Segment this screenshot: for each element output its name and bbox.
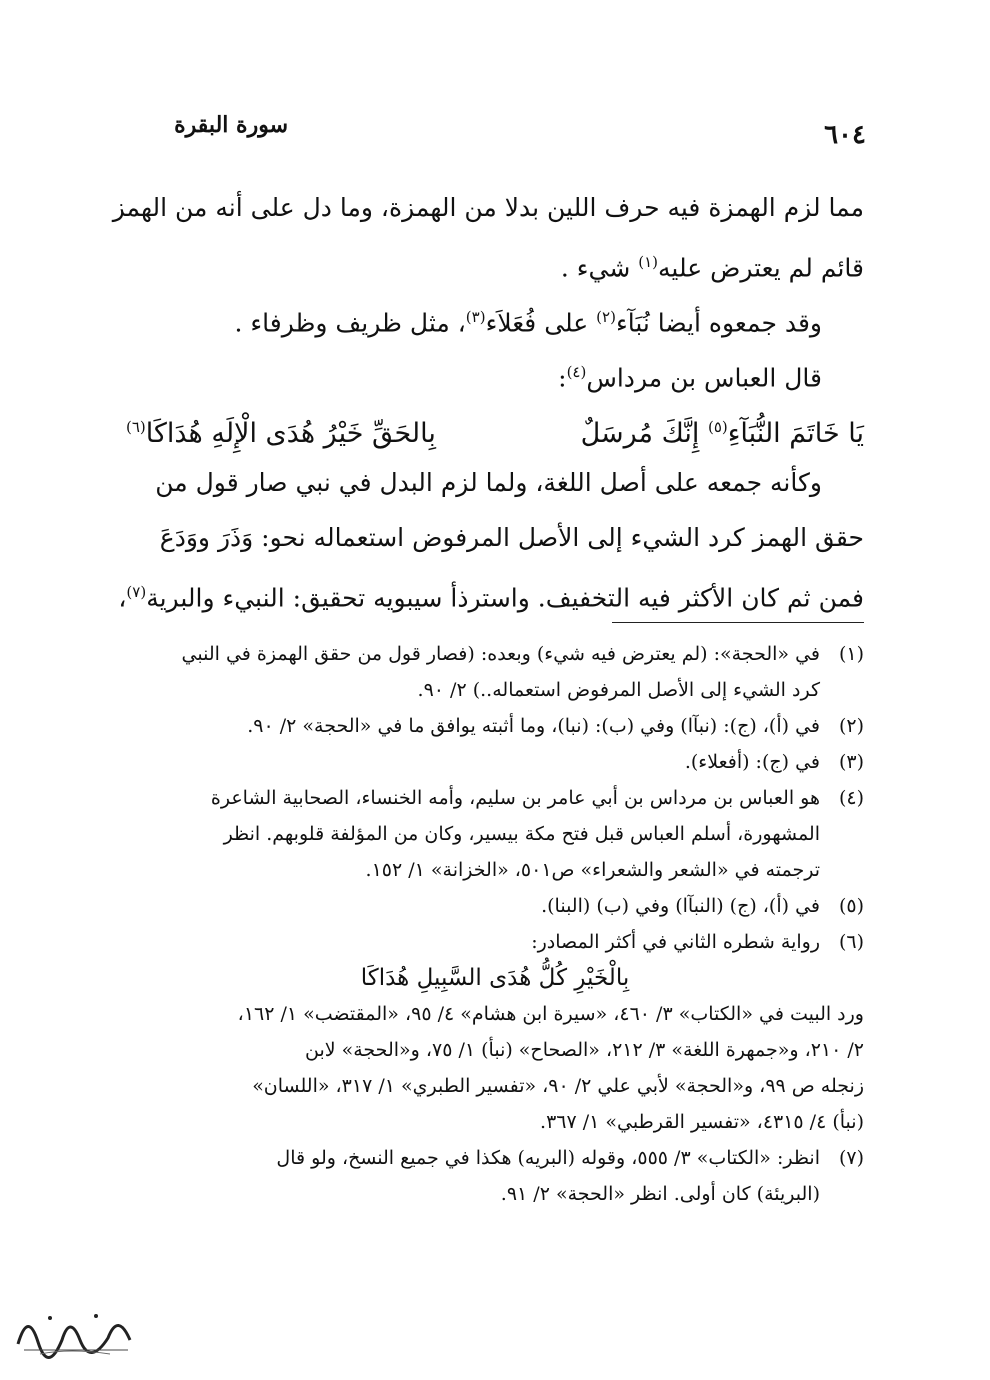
footnote — [126, 708, 864, 744]
footnote-line: كرد الشيء إلى الأصل المرفوض استعماله..) ٢/ ٩٠. — [417, 679, 820, 701]
text-line — [126, 510, 864, 565]
footnote — [126, 888, 864, 924]
footnote-body — [126, 780, 820, 888]
footnote-number: (٤) — [838, 787, 864, 809]
verse-second-hemistich — [126, 400, 436, 455]
footnote-line: رواية شطره الثاني في أكثر المصادر: — [531, 931, 820, 953]
text-span: حقق الهمز كرد الشيء إلى الأصل المرفوض استعماله نحو: وَذَرَ ووَدَعَ — [159, 523, 864, 552]
footnote — [126, 744, 864, 780]
footnote-ref[interactable]: (٧) — [126, 583, 147, 601]
footnote-ref[interactable]: (٥) — [707, 418, 728, 436]
footnote-line: في (أ)، (ج): (نبآا) وفي (ب): (نبا)، وما أثبته يوافق ما في «الحجة» ٢/ ٩٠. — [247, 715, 820, 737]
text-line — [112, 180, 864, 235]
footnote — [126, 1140, 864, 1212]
footnote-body — [126, 924, 820, 960]
watermark-logo — [10, 1300, 140, 1360]
footnote — [126, 780, 864, 888]
text-line — [118, 565, 864, 620]
footnote-divider — [612, 622, 864, 623]
footnote-line: ٢/ ٢١٠، و«جمهرة اللغة» ٣/ ٢١٢، «الصحاح» (نبأ) ١/ ٧٥، و«الحجة» لابن — [304, 1039, 864, 1061]
footnote-line: في (ج): (أفعلاء). — [684, 751, 820, 773]
footnote-line: انظر: «الكتاب» ٣/ ٥٥٥، وقوله (البريه) هكذا في جميع النسخ، ولو قال — [276, 1147, 820, 1169]
footnote-line: (نبأ) ٤/ ٤٣١٥، «تفسير القرطبي» ١/ ٣٦٧. — [540, 1111, 864, 1133]
text-line — [126, 235, 864, 290]
main-text — [112, 180, 864, 620]
footnotes — [126, 636, 864, 1212]
surah-title: سورة البقرة — [174, 112, 288, 138]
text-line — [126, 290, 864, 345]
footnote-number: (٣) — [838, 751, 864, 773]
text-span: إِنَّكَ مُرسَلٌ — [580, 418, 708, 449]
footnote-body — [126, 888, 820, 924]
text-line — [126, 345, 864, 400]
footnote-line: المشهورة، أسلم العباس قبل فتح مكة بيسير، وكان من المؤلفة قلوبهم. انظر — [223, 823, 820, 845]
footnote-line: في «الحجة»: (لم يعترض فيه شيء) وبعده: (فصار قول من حقق الهمزة في النبي — [181, 643, 820, 665]
text-span: يَا خَاتَمَ النُّبَآءِ — [727, 418, 864, 449]
footnote-body — [126, 708, 820, 744]
footnote-number: (٦) — [838, 931, 864, 953]
footnote-line: هو العباس بن مرداس بن أبي عامر بن سليم، وأمه الخنساء، الصحابية الشاعرة — [210, 787, 820, 809]
poetry-verse — [126, 400, 864, 455]
footnote-ref[interactable]: (٣) — [465, 308, 486, 326]
text-span: مما لزم الهمزة فيه حرف اللين بدلا من الهمزة، وما دل على أنه من الهمز — [112, 193, 864, 222]
footnote-line: (البريئة) كان أولى. انظر «الحجة» ٢/ ٩١. — [500, 1183, 820, 1205]
text-span: قائم لم يعترض عليه — [658, 253, 864, 283]
text-span: وكأنه جمعه على أصل اللغة، ولما لزم البدل في نبي صار قول من — [155, 468, 822, 497]
footnote-line: ورد البيت في «الكتاب» ٣/ ٤٦٠، «سيرة ابن هشام» ٤/ ٩٥، «المقتضب» ١/ ١٦٢، — [237, 1003, 864, 1025]
footnote-ref[interactable]: (١) — [638, 253, 659, 271]
text-span: : — [558, 363, 567, 393]
page-number: ٦٠٤ — [824, 120, 866, 150]
text-span: ، — [118, 583, 127, 613]
text-span: شيء . — [560, 253, 639, 283]
footnote-verse: بِالْخَيْرِ كُلُّ هُدَى السَّبِيلِ هُدَاكَا — [360, 965, 630, 991]
footnote-ref[interactable]: (٤) — [566, 363, 587, 381]
footnote-number: (١) — [838, 643, 864, 665]
footnote — [126, 924, 864, 960]
text-span: بِالحَقِّ خَيْرُ هُدَى الْإِلَهِ هُدَاكَا — [145, 418, 436, 449]
footnote-number: (٢) — [838, 715, 864, 737]
footnote — [126, 636, 864, 708]
watermark-calligraphy — [10, 1300, 140, 1360]
footnote-number: (٥) — [838, 895, 864, 917]
footnote-line: في (أ)، (ج) (النبآا) وفي (ب) (البنا). — [541, 895, 820, 917]
text-span: وقد جمعوه أيضا نُبَآء — [615, 308, 822, 338]
text-span: قال العباس بن مرداس — [586, 363, 822, 393]
footnote-body — [126, 1140, 820, 1212]
footnote-ref[interactable]: (٢) — [596, 308, 616, 326]
footnote-line: ترجمته في «الشعر والشعراء» ص٥٠١، «الخزانة» ١/ ١٥٢. — [365, 859, 820, 881]
footnote-ref[interactable]: (٦) — [126, 418, 146, 436]
footnote-body — [126, 744, 820, 780]
text-span: على فُعَلاَء — [485, 308, 597, 338]
text-span: ، مثل ظريف وظرفاء . — [234, 308, 466, 338]
verse-first-hemistich — [581, 400, 864, 455]
footnote-line: زنجله ص ٩٩، و«الحجة» لأبي علي ٢/ ٩٠، «تفسير الطبري» ١/ ٣١٧، «اللسان» — [252, 1075, 864, 1097]
footnote-body — [126, 636, 820, 708]
text-line — [126, 455, 864, 510]
text-span: فمن ثم كان الأكثر فيه التخفيف. واسترذأ سيبويه تحقيق: النبيء والبرية — [146, 583, 864, 613]
footnote-number: (٧) — [838, 1147, 864, 1169]
